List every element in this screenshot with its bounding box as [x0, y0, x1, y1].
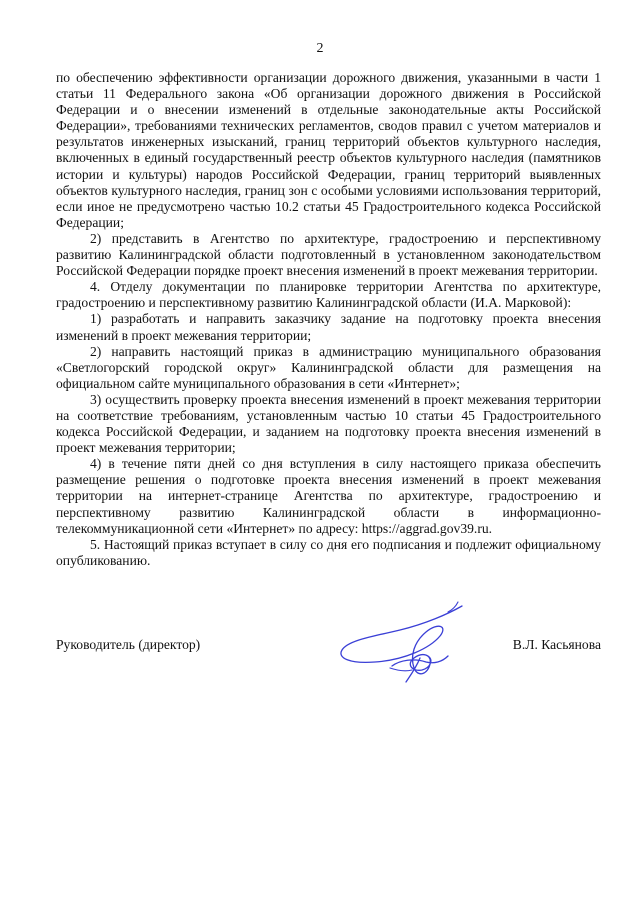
signature-block: [56, 637, 601, 657]
signatory-role: Руководитель (директор): [56, 637, 201, 652]
paragraph-item-4-publish: 4) в течение пяти дней со дня вступления в силу настоящего приказа обеспечить размещение решения о подготовке проекта внесения изменений в проект межевания территории на интернет-странице Агентства по архитектуре, градостроению и перспективному развитию Калининградской области в информационно-телекоммуникационной сети «Интернет» по адресу: https://aggrad.gov39.ru.: [56, 456, 601, 536]
document-body: [56, 70, 601, 569]
paragraph-item-3-verify: 3) осуществить проверку проекта внесения изменений в проект межевания территории на соответствие требованиям, установленным частью 10 статьи 45 Градостроительного кодекса Российской Федерации, и заданием на подготовку проекта внесения изменений в проект межевания территории;: [56, 391, 601, 456]
paragraph-section-4: 4. Отделу документации по планировке территории Агентства по архитектуре, градостроению и перспективному развитию Калининградской области (И.А. Марковой):: [56, 279, 601, 311]
paragraph-item-2-send: 2) направить настоящий приказ в администрацию муниципального образования «Светлогорский городской округ» Калининградской области для размещения на официальном сайте муниципального образования в сети «Интернет»;: [56, 343, 601, 391]
paragraph-section-5: 5. Настоящий приказ вступает в силу со дня его подписания и подлежит официальному опубликованию.: [56, 536, 601, 568]
signatory-name: В.Л. Касьянова: [512, 637, 601, 652]
paragraph-item-1-develop: 1) разработать и направить заказчику задание на подготовку проекта внесения изменений в проект межевания территории;: [56, 311, 601, 343]
paragraph-continuation: по обеспечению эффективности организации дорожного движения, указанными в части 1 статьи 11 Федерального закона «Об организации дорожного движения в Российской Федерации и о внесении изменений в отдельные законодательные акты Российской Федерации», требованиями технических регламентов, сводов правил с учетом материалов и результатов инженерных изысканий, границ территорий объектов культурного наследия, включенных в единый государственный реестр объектов культурного наследия (памятников истории и культуры) народов Российской Федерации, границ территорий выявленных объектов культурного наследия, границ зон с особыми условиями использования территорий, если иное не предусмотрено частью 10.2 статьи 45 Градостроительного кодекса Российской Федерации;: [56, 70, 601, 230]
page-number: 2: [316, 41, 324, 56]
paragraph-item-2-submit: 2) представить в Агентство по архитектуре, градостроению и перспективному развитию Калининградской области подготовленный в установленном законодательством Российской Федерации порядке проект внесения изменений в проект межевания территории.: [56, 230, 601, 279]
